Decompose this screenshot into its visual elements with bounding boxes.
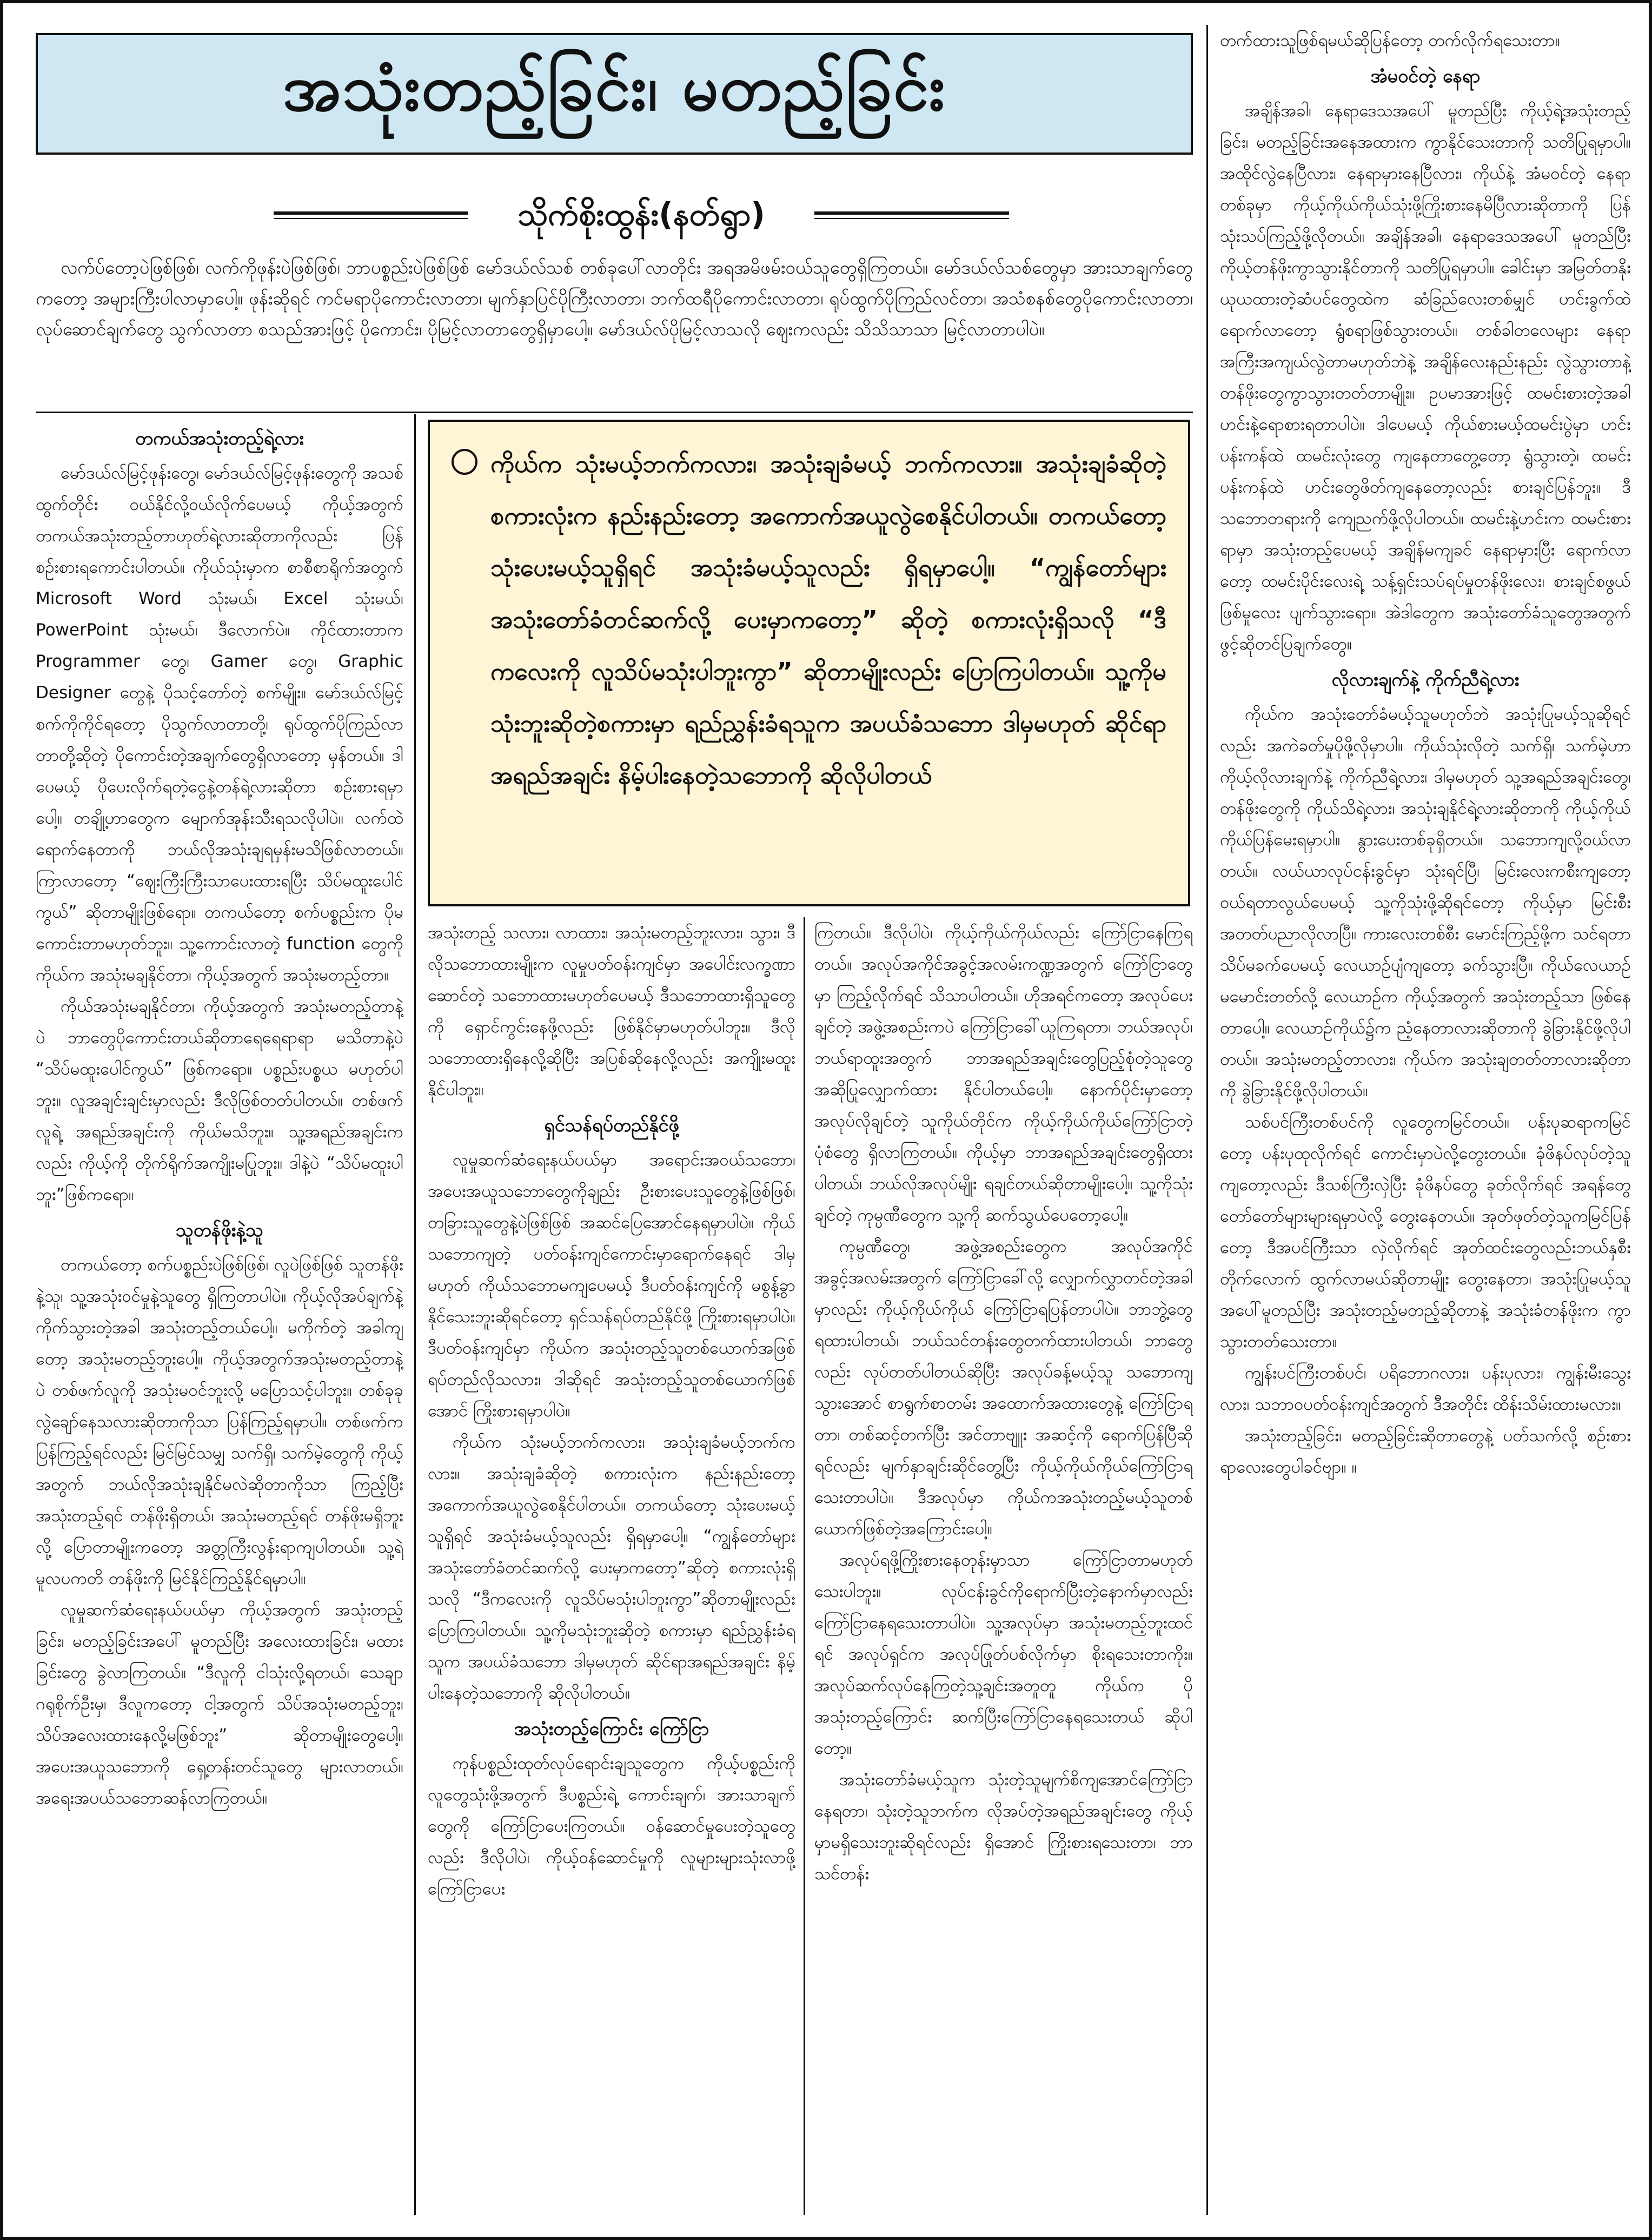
section-heading: တကယ်အသုံးတည့်ရဲ့လား bbox=[135, 428, 304, 449]
body-paragraph: အသုံးတည့် သလား၊ လာထား၊ အသုံးမတည့်ဘူးလား၊ သွား၊ ဒီလိုသဘောထားမျိုးက လူမှုပတ်ဝန်းကျင်မှာ အပေါင်းလက္ခဏာဆောင်တဲ့ သဘောထားမဟုတ်ပေမယ့် ဒီသဘောထားရှိသူတွေကို ရှောင်ကွင်းနေဖို့လည်း ဖြစ်နိုင်မှာမဟုတ်ပါဘူး။ ဒီလိုသဘောထားရှိနေလို့ဆိုပြီး အပြစ်ဆိုနေလို့လည်း အကျိုးမထူးနိုင်ပါဘူး။ bbox=[428, 923, 795, 1099]
pull-quote-text: ကိုယ်က သုံးမယ့်ဘက်ကလား၊ အသုံးချခံမယ့် ဘက်ကလား။ အသုံးချခံဆိုတဲ့စကားလုံးက နည်းနည်းတော့ အကောက်အယူလွဲစေနိုင်ပါတယ်။ တကယ်တော့ သုံးပေးမယ့်သူရှိရင် အသုံးခံမယ့်သူလည်း ရှိရမှာပေါ့။ “ကျွန်တော်များ အသုံးတော်ခံတင်ဆက်လို့ ပေးမှာကတော့” ဆိုတဲ့ စကားလုံးရှိသလို “ဒီကလေးကို လူသိပ်မသုံးပါဘူးကွာ” ဆိုတာမျိုးလည်း ပြောကြပါတယ်။ သူ့ကိုမသုံးဘူးဆိုတဲ့စကားမှာ ရည်ညွှန်းခံရသူက အပယ်ခံသဘော ဒါမှမဟုတ် ဆိုင်ရာအရည်အချင်း နိမ့်ပါးနေတဲ့သဘောကို ဆိုလိုပါတယ် bbox=[490, 449, 1166, 790]
intro-divider bbox=[36, 412, 1193, 413]
body-paragraph: သစ်ပင်ကြီးတစ်ပင်ကို လူတွေကမြင်တယ်။ ပန်းပုဆရာကမြင်တော့ ပန်းပုထုလိုက်ရင် ကောင်းမှာပဲလို့တွေးတယ်။ ခုံဖိနပ်လုပ်တဲ့သူကျတော့လည်း ဒီသစ်ကြီးလှဲပြီး ခုံဖိနပ်တွေ ခုတ်လိုက်ရင် အရန်တွေ တော်တော်များများရမှာပဲလို့ တွေးနေတယ်။ အုတ်ဖုတ်တဲ့သူကမြင်ပြန်တော့ ဒီအပင်ကြီးသာ လှဲလိုက်ရင် အုတ်ထင်းတွေလည်းဘယ်နှစီးတိုက်လောက် ထွက်လာမယ်ဆိုတာမျိုး တွေးနေတာ၊ အသုံးပြုမယ့်သူအပေါ်မူတည်ပြီး အသုံးတည့်မတည့်ဆိုတာနဲ့ အသုံးခံတန်ဖိုးက ကွာသွားတတ်သေးတာ။ bbox=[1220, 1112, 1631, 1351]
byline-rule-right-thin bbox=[814, 218, 1009, 219]
byline-rule-left bbox=[274, 211, 468, 215]
body-paragraph: ကိုယ်က အသုံးတော်ခံမယ့်သူမဟုတ်ဘဲ အသုံးပြုမယ့်သူဆိုရင်လည်း အကဲခတ်မှုပိုဖို့လိုမှာပါ။ ကိုယ်သုံးလိုတဲ့ သက်ရှိ၊ သက်မဲ့ဟာ ကိုယ့်လိုလားချက်နဲ့ ကိုက်ညီရဲ့လား၊ ဒါမှမဟုတ် သူ့အရည်အချင်းတွေ၊ တန်ဖိုးတွေကို ကိုယ်သိရဲ့လား၊ အသုံးချနိုင်ရဲ့လားဆိုတာကို ကိုယ့်ကိုယ်ကိုယ်ပြန်မေးရမှာပါ။ နွားပေးတစ်ခုရှိတယ်။ သဘောကျလို့ဝယ်လာတယ်။ လယ်ယာလုပ်ငန်းခွင်မှာ သုံးရင်ပြီ၊ မြင်းလေးကစီးကျတော့ ဝယ်ရတာလွယ်ပေမယ့် သူ့ကိုသုံးဖို့ဆိုရင်တော့ ကိုယ့်မှာ မြင်းစီးအတတ်ပညာလိုလာပြီ။ ကားလေးတစ်စီး မောင်းကြည့်ဖို့က သင်ရတာသိပ်မခက်ပေမယ့် လေယာဉ်ပျံကျတော့ ခက်သွားပြီ။ ကိုယ်လေယာဉ် မမောင်းတတ်လို့ လေယာဉ်က ကိုယ့်အတွက် အသုံးတည့်သာ ဖြစ်နေတာပေါ့။ လေယာဉ်ကိုယ်၌က ညံ့နေတာလားဆိုတာကို ခွဲခြားနိုင်ဖို့လိုပါတယ်။ အသုံးမတည့်တာလား၊ ကိုယ်က အသုံးချတတ်တာလားဆိုတာကို ခွဲခြားနိုင်ဖို့လိုပါတယ်။ bbox=[1220, 705, 1631, 1101]
byline-rule-left-thin bbox=[274, 218, 468, 219]
body-paragraph: ကိုယ်အသုံးမချနိုင်တာ၊ ကိုယ့်အတွက် အသုံးမတည့်တာနဲ့ပဲ ဘာတွေပိုကောင်းတယ်ဆိုတာရေရေရာရာ မသိတာနဲ့ပဲ “သိပ်မထူးပေါင်ကွယ်” ဖြစ်ကရော။ ပစ္စည်းပစ္စယ မဟုတ်ပါဘူး။ လူအချင်းချင်းမှာလည်း ဒီလိုဖြစ်တတ်ပါတယ်။ တစ်ဖက်လူရဲ့ အရည်အချင်းကို ကိုယ်မသိဘူး။ သူ့အရည်အချင်းကလည်း ကိုယ့်ကို တိုက်ရိုက်အကျိုးမပြုဘူး။ ဒါနဲ့ပဲ “သိပ်မထူးပါဘူး”ဖြစ်ကရော။ bbox=[36, 997, 403, 1204]
body-paragraph: ကြတယ်။ ဒီလိုပါပဲ၊ ကိုယ့်ကိုယ်ကိုယ်လည်း ကြော်ငြာနေကြရတယ်။ အလုပ်အကိုင်အခွင့်အလမ်းကဏ္ဍအတွက် ကြော်ငြာတွေမှာ ကြည့်လိုက်ရင် သိသာပါတယ်။ ဟိုအရင်ကတော့ အလုပ်ပေးချင်တဲ့ အဖွဲ့အစည်းကပဲ ကြော်ငြာခေါ်ယူကြရတာ၊ ဘယ်အလုပ်၊ ဘယ်ရာထူးအတွက် ဘာအရည်အချင်းတွေပြည့်စုံတဲ့သူတွေ အဆိုပြုလျှောက်ထား နိုင်ပါတယ်ပေါ့။ နောက်ပိုင်းမှာတော့ အလုပ်လိုချင်တဲ့ သူကိုယ်တိုင်က ကိုယ့်ကိုယ်ကိုယ်ကြော်ငြာတဲ့ပုံစံတွေ ရှိလာကြတယ်။ ကိုယ့်မှာ ဘာအရည်အချင်းတွေရှိထားပါတယ်၊ ဘယ်လိုအလုပ်မျိုး ရချင်တယ်ဆိုတာမျိုးပေါ့။ သူ့ကိုသုံးချင်တဲ့ ကုမ္ပဏီတွေက သူ့ကို ဆက်သွယ်ပေတော့ပေါ့။ bbox=[814, 923, 1193, 1225]
body-paragraph: လူမှုဆက်ဆံရေးနယ်ပယ်မှာ ကိုယ့်အတွက် အသုံးတည့်ခြင်း၊ မတည့်ခြင်းအပေါ် မူတည်ပြီး အလေးထားခြင်း၊ မထားခြင်းတွေ ခွဲလာကြတယ်။ “ဒီလူကို ငါသုံးလို့ရတယ်၊ သေချာဂရုစိုက်ဦးမှ၊ ဒီလူကတော့ ငါ့အတွက် သိပ်အသုံးမတည့်ဘူး၊ သိပ်အလေးထားနေလို့မဖြစ်ဘူး” ဆိုတာမျိုးတွေပေါ့။ အပေးအယူသဘောကို ရှေ့တန်းတင်သူတွေ များလာတယ်။ အရေးအပယ်သဘောဆန်လာကြတယ်။ bbox=[36, 1600, 403, 1808]
title-banner bbox=[36, 33, 1193, 155]
pull-quote-circle-icon bbox=[452, 449, 477, 475]
section-heading: လိုလားချက်နဲ့ ကိုက်ညီရဲ့လား bbox=[1331, 669, 1520, 691]
column-4 bbox=[1220, 25, 1631, 2221]
pull-quote-box bbox=[428, 420, 1190, 906]
body-paragraph: ကိုယ်က သုံးမယ့်ဘက်ကလား၊ အသုံးချခံမယ့်ဘက်ကလား။ အသုံးချခံဆိုတဲ့ စကားလုံးက နည်းနည်းတော့ အကောက်အယူလွဲစေနိုင်ပါတယ်။ တကယ်တော့ သုံးပေးမယ့်သူရှိရင် အသုံးခံမယ့်သူလည်း ရှိရမှာပေါ့။ “ကျွန်တော်များ အသုံးတော်ခံတင်ဆက်လို့ ပေးမှာကတော့”ဆိုတဲ့ စကားလုံးရှိသလို “ဒီကလေးကို လူသိပ်မသုံးပါဘူးကွာ”ဆိုတာမျိုးလည်း ပြောကြပါတယ်။ သူ့ကိုမသုံးဘူးဆိုတဲ့ စကားမှာ ရည်ညွှန်းခံရသူက အပယ်ခံသဘော ဒါမှမဟုတ် ဆိုင်ရာအရည်အချင်း နိမ့်ပါးနေတဲ့သဘောကို ဆိုလိုပါတယ်။ bbox=[428, 1433, 795, 1703]
body-paragraph: အသုံးတည့်ခြင်း၊ မတည့်ခြင်းဆိုတာတွေနဲ့ ပတ်သက်လို့ စဉ်းစားရာလေးတွေပါခင်ဗျာ။ ။ bbox=[1220, 1426, 1631, 1477]
column-rule-2 bbox=[804, 917, 805, 2215]
section-heading: အံမဝင်တဲ့ နေရာ bbox=[1370, 65, 1481, 87]
body-paragraph: တကယ်တော့ စက်ပစ္စည်းပဲဖြစ်ဖြစ်၊ လူပဲဖြစ်ဖြစ် သူတန်ဖိုးနဲ့သူ၊ သူ့အသုံးဝင်မှုနဲ့သူတွေ ရှိကြတာပါပဲ။ ကိုယ့်လိုအပ်ချက်နဲ့ ကိုက်သွားတဲ့အခါ အသုံးတည့်တယ်ပေါ့။ မကိုက်တဲ့ အခါကျတော့ အသုံးမတည့်ဘူးပေါ့။ ကိုယ့်အတွက်အသုံးမတည့်တာနဲ့ပဲ တစ်ဖက်လူကို အသုံးမဝင်ဘူးလို့ မပြောသင့်ပါဘူး။ တစ်ခုခုလွဲချော်နေသလားဆိုတာကိုသာ ပြန်ကြည့်ရမှာပါ။ တစ်ဖက်ကပြန်ကြည့်ရင်လည်း မြင်မြင်သမျှ သက်ရှိ၊ သက်မဲ့တွေကို ကိုယ့်အတွက် ဘယ်လိုအသုံးချနိုင်မလဲဆိုတာကိုသာ ကြည့်ပြီး အသုံးတည့်ရင် တန်ဖိုးရှိတယ်၊ အသုံးမတည့်ရင် တန်ဖိုးမရှိဘူးလို့ ပြောတာမျိုးကတော့ အတ္တကြီးလွန်းရာကျပါတယ်။ သူ့ရဲ့မူလပကတိ တန်ဖိုးကို မြင်နိုင်ကြည့်နိုင်ရမှာပါ။ bbox=[36, 1255, 403, 1588]
body-paragraph: ကုန်ပစ္စည်းထုတ်လုပ်ရောင်းချသူတွေက ကိုယ့်ပစ္စည်းကို လူတွေသုံးဖို့အတွက် ဒီပစ္စည်းရဲ့ ကောင်းချက်၊ အားသာချက်တွေကို ကြော်ငြာပေးကြတယ်။ ဝန်ဆောင်မှုပေးတဲ့သူတွေလည်း ဒီလိုပါပဲ၊ ကိုယ့်ဝန်ဆောင်မှုကို လူများများသုံးလာဖို့ ကြော်ငြာပေး bbox=[428, 1754, 795, 1899]
column-3 bbox=[814, 917, 1193, 2215]
body-paragraph: တက်ထားသူဖြစ်ရမယ်ဆိုပြန်တော့ တက်လိုက်ရသေးတာ။ bbox=[1220, 31, 1561, 50]
column-2 bbox=[428, 917, 795, 2215]
section-heading: အသုံးတည့်ကြောင်း ကြော်ငြာ bbox=[514, 1718, 709, 1740]
section-heading: ရှင်သန်ရပ်တည်နိုင်ဖို့ bbox=[544, 1115, 679, 1136]
body-paragraph: အလုပ်ရဖို့ကြိုးစားနေတုန်းမှာသာ ကြော်ငြာတာမဟုတ်သေးပါဘူး။ လုပ်ငန်းခွင်ကိုရောက်ပြီးတဲ့နောက်မှာလည်း ကြော်ငြာနေရသေးတာပါပဲ။ သူ့အလုပ်မှာ အသုံးမတည့်ဘူးထင်ရင် အလုပ်ရှင်က အလုပ်ဖြုတ်ပစ်လိုက်မှာ စိုးရသေးတာကိုး။ အလုပ်ဆက်လုပ်နေကြတဲ့သူ့ချင်းအတူတူ ကိုယ်က ပိုအသုံးတည့်ကြောင်း ဆက်ပြီးကြော်ငြာနေရသေးတယ် ဆိုပါတော့။ bbox=[814, 1550, 1193, 1758]
column-rule-1 bbox=[414, 414, 416, 2215]
body-paragraph: မော်ဒယ်လ်မြင့်ဖုန်းတွေ၊ မော်ဒယ်လ်မြင့်ဖုန်းတွေကို အသစ်ထွက်တိုင်း ဝယ်နိုင်လို့ဝယ်လိုက်ပေမယ့် ကိုယ့်အတွက် တကယ်အသုံးတည့်တာဟုတ်ရဲ့လားဆိုတာကိုလည်း ပြန်စဉ်းစားရကောင်းပါတယ်။ ကိုယ်သုံးမှာက စာစီစာရိုက်အတွက် Microsoft Word သုံးမယ်၊ Excel သုံးမယ်၊ PowerPoint သုံးမယ်၊ ဒီလောက်ပဲ။ ကိုင်ထားတာက Programmer တွေ၊ Gamer တွေ၊ Graphic Designer တွေနဲ့ ပိုသင့်တော်တဲ့ စက်မျိုး။ မော်ဒယ်လ်မြင့် စက်ကိုကိုင်ရတော့ ပိုသွက်လာတာတို့၊ ရုပ်ထွက်ပိုကြည်လာတာတို့ဆိုတဲ့ ပိုကောင်းတဲ့အချက်တွေရှိလာတော့ မှန်တယ်။ ဒါပေမယ့် ပိုပေးလိုက်ရတဲ့ငွေနဲ့တန်ရဲ့လားဆိုတာ စဉ်းစားရမှာပေါ့။ တချို့ဟာတွေက မျောက်အုန်းသီးရသလိုပါပဲ။ လက်ထဲရောက်နေတာကို ဘယ်လိုအသုံးချရမှန်းမသိဖြစ်လာတယ်။ ကြာလာတော့ “ဈေးကြီးကြီးသာပေးထားရပြီး သိပ်မထူးပေါင်ကွယ်” ဆိုတာမျိုးဖြစ်ရော။ တကယ်တော့ စက်ပစ္စည်းက ပိုမကောင်းတာမဟုတ်ဘူး။ သူ့ကောင်းလာတဲ့ function တွေကို ကိုယ်က အသုံးမချနိုင်တာ၊ ကိုယ့်အတွက် အသုံးမတည့်တာ။ bbox=[36, 463, 403, 985]
body-paragraph: အသုံးတော်ခံမယ့်သူက သုံးတဲ့သူမျက်စိကျအောင်ကြော်ငြာနေရတာ၊ သုံးတဲ့သူဘက်က လိုအပ်တဲ့အရည်အချင်းတွေ ကိုယ့်မှာမရှိသေးဘူးဆိုရင်လည်း ရှိအောင် ကြိုးစားရသေးတာ၊ ဘာသင်တန်း bbox=[814, 1770, 1193, 1884]
body-paragraph: လူမှုဆက်ဆံရေးနယ်ပယ်မှာ အရောင်းအဝယ်သဘော၊ အပေးအယူသဘောတွေကိုချည်း ဦးစားပေးသူတွေနဲ့ဖြစ်ဖြစ်၊ တခြားသူတွေနဲ့ပဲဖြစ်ဖြစ် အဆင်ပြေအောင်နေရမှာပါပဲ။ ကိုယ်သဘောကျတဲ့ ပတ်ဝန်းကျင်ကောင်းမှာရောက်နေရင် ဒါမှမဟုတ် ကိုယ်သဘောမကျပေမယ့် ဒီပတ်ဝန်းကျင်ကို မစွန့်ခွာနိုင်သေးဘူးဆိုရင်တော့ ရှင်သန်ရပ်တည်နိုင်ဖို့ ကြိုးစားရမှာပါပဲ။ ဒီပတ်ဝန်းကျင်မှာ ကိုယ်က အသုံးတည့်သူတစ်ယောက်အဖြစ် ရပ်တည်လိုသလား၊ ဒါဆိုရင် အသုံးတည့်သူတစ်ယောက်ဖြစ်အောင် ကြိုးစားရမှာပါပဲ။ bbox=[428, 1150, 795, 1421]
section-heading: သူတန်ဖိုးနဲ့သူ bbox=[175, 1220, 264, 1241]
byline-rule-right bbox=[814, 211, 1009, 215]
byline: သိုက်စိုးထွန်း(နတ်ရွာ) bbox=[518, 196, 765, 233]
intro-block bbox=[36, 252, 1193, 409]
body-paragraph: ကုမ္ပဏီတွေ၊ အဖွဲ့အစည်းတွေက အလုပ်အကိုင်အခွင့်အလမ်းအတွက် ကြော်ငြာခေါ်လို့ လျှောက်လွှာတင်တဲ့အခါမှာလည်း ကိုယ့်ကိုယ်ကိုယ် ကြော်ငြာရပြန်တာပါပဲ။ ဘာဘွဲ့တွေရထားပါတယ်၊ ဘယ်သင်တန်းတွေတက်ထားပါတယ်၊ ဘာတွေလည်း လုပ်တတ်ပါတယ်ဆိုပြီး အလုပ်ခန့်မယ့်သူ သဘောကျသွားအောင် စာရွက်စာတမ်း အထောက်အထားတွေနဲ့ ကြော်ငြာရတာ၊ တစ်ဆင့်တက်ပြီး အင်တာဗျူး အဆင့်ကို ရောက်ပြန်ပြီဆိုရင်လည်း မျက်နှာချင်းဆိုင်တွေ့ပြီး ကိုယ့်ကိုယ်ကိုယ်ကြော်ငြာရသေးတာပါပဲ။ ဒီအလုပ်မှာ ကိုယ်ကအသုံးတည့်မယ့်သူတစ်ယောက်ဖြစ်တဲ့အကြောင်းပေါ့။ bbox=[814, 1237, 1193, 1539]
column-1 bbox=[36, 419, 403, 2214]
body-paragraph: အချိန်အခါ၊ နေရာဒေသအပေါ် မူတည်ပြီး ကိုယ့်ရဲ့အသုံးတည့်ခြင်း၊ မတည့်ခြင်းအနေအထားက ကွာနိုင်သေးတာကို သတိပြုရမှာပါ။ အထိုင်လွဲနေပြီလား၊ နေရာမှားနေပြီလား၊ ကိုယ်နဲ့ အံမဝင်တဲ့ နေရာတစ်ခုမှာ ကိုယ့်ကိုယ်ကိုယ်သုံးဖို့ကြိုးစားနေမိပြီလားဆိုတာကို ပြန်သုံးသပ်ကြည့်ဖို့လိုတယ်။ အချိန်အခါ၊ နေရာဒေသအပေါ် မူတည်ပြီး ကိုယ့်တန်ဖိုးကွာသွားနိုင်တာကို သတိပြုရမှာပါ။ ခေါင်းမှာ အမြတ်တနိုး ယုယထားတဲ့ဆံပင်တွေထဲက ဆံခြည်လေးတစ်မျှင် ဟင်းခွက်ထဲရောက်လာတော့ ရွံစရာဖြစ်သွားတယ်။ တစ်ခါတလေများ နေရာအကြီးအကျယ်လွဲတာမဟုတ်ဘဲနဲ့ အချိန်လေးနည်းနည်း လွဲသွားတာနဲ့ တန်ဖိုးတွေကွာသွားတတ်တာမျိုး။ ဥပမာအားဖြင့် ထမင်းစားတဲ့အခါ ဟင်းနဲ့ရောစားရတာပါပဲ။ ဒါပေမယ့် ကိုယ်စားမယ့်ထမင်းပွဲမှာ ဟင်းပန်းကန်ထဲ ထမင်းလုံးတွေ ကျနေတာတွေ့တော့ ရွံသွားတဲ့၊ ထမင်းပန်းကန်ထဲ ဟင်းတွေဖိတ်ကျနေတော့လည်း စားချင်ပြန်ဘူး။ ဒီသဘောတရားကို ကျေညက်ဖို့လိုပါတယ်။ ထမင်းနဲ့ဟင်းက ထမင်းစားရာမှာ အသုံးတည့်ပေမယ့် အချိန်မကျခင် နေရာမှားပြီး ရောက်လာတော့ ထမင်းပိုင်းလေးရဲ့ သန့်ရှင်းသပ်ရပ်မှုတန်ဖိုးလေး၊ စားချင်စဖွယ်ဖြစ်မှုလေး ပျက်သွားရော။ အဲဒါတွေက အသုံးတော်ခံသူတွေအတွက် ဖွင့်ဆိုတင်ပြချက်တွေ။ bbox=[1220, 101, 1631, 654]
column-rule-3 bbox=[1206, 25, 1208, 2215]
article-title: အသုံးတည့်ခြင်း၊ မတည့်ခြင်း bbox=[282, 50, 946, 125]
body-paragraph: ကျွန်းပင်ကြီးတစ်ပင်၊ ပရိဘောဂလား၊ ပန်းပုလား၊ ကျွန်းမီးသွေးလား၊ သဘာဝပတ်ဝန်းကျင်အတွက် ဒီအတိုင်း ထိန်းသိမ်းထားမလား။ bbox=[1220, 1363, 1631, 1414]
intro-paragraph: လက်ပ်တော့ပဲဖြစ်ဖြစ်၊ လက်ကိုဖုန်းပဲဖြစ်ဖြစ်၊ ဘာပစ္စည်းပဲဖြစ်ဖြစ် မော်ဒယ်လ်သစ် တစ်ခုပေါ်လာတိုင်း အရအမိဖမ်းဝယ်သူတွေရှိကြတယ်။ မော်ဒယ်လ်သစ်တွေမှာ အားသာချက်တွေကတော့ အများကြီးပါလာမှာပေါ့။ ဖုန်းဆိုရင် ကင်မရာပိုကောင်းလာတာ၊ မျက်နှာပြင်ပိုကြီးလာတာ၊ ဘက်ထရီပိုကောင်းလာတာ၊ ရုပ်ထွက်ပိုကြည်လင်တာ၊ အသံစနစ်တွေပိုကောင်းလာတာ၊ လုပ်ဆောင်ချက်တွေ သွက်လာတာ စသည်အားဖြင့် ပိုကောင်း၊ ပိုမြင့်လာတာတွေရှိမှာပေါ့။ မော်ဒယ်လ်ပိုမြင့်လာသလို ဈေးကလည်း သိသိသာသာ မြင့်လာတာပါပဲ။ bbox=[36, 257, 1193, 340]
